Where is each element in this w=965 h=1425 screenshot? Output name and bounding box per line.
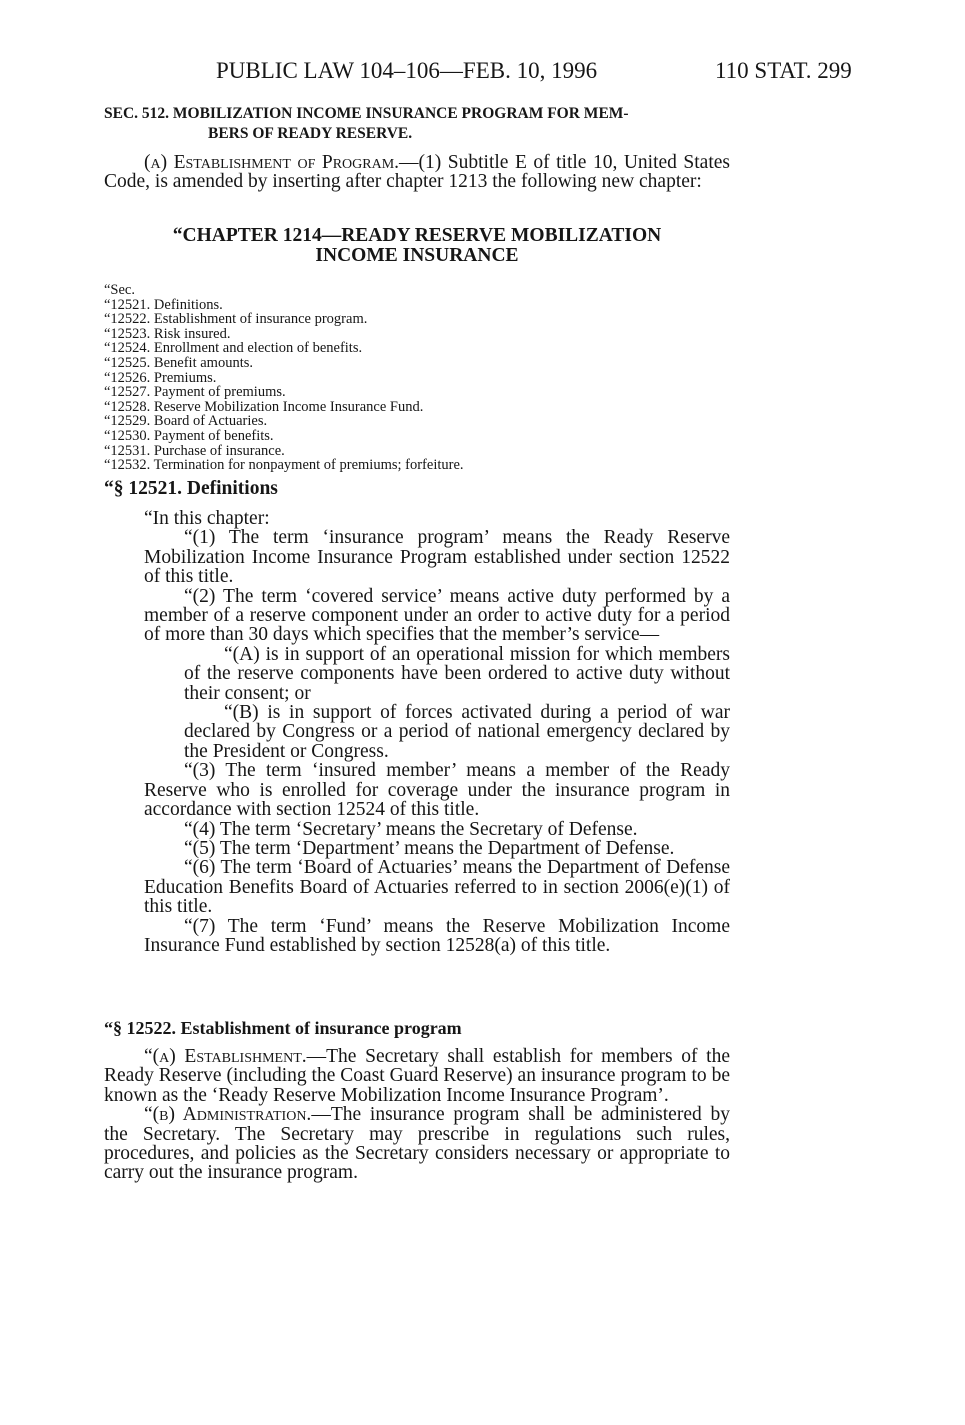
toc-item: “12528. Reserve Mobilization Income Insurance Fund. bbox=[104, 398, 424, 415]
subsection-b-label: “(b) Administration. bbox=[144, 1104, 312, 1126]
toc-item: “12529. Board of Actuaries. bbox=[104, 413, 268, 430]
intro-text: —(1) Subtitle E of title 10, United States Code, is amended by inserting after chapter 1213 the following new chapter: bbox=[104, 152, 730, 193]
toc-item: “12525. Benefit amounts. bbox=[104, 354, 254, 371]
subsection-b-text: —The insurance program shall be administered by the Secretary. The Secretary may prescribe in regulations such rules, procedures, and policies as the Secretary considers necessary or appropriate to carry out the insurance program. bbox=[104, 1104, 731, 1184]
definition-5: “(5) The term ‘Department’ means the Department of Defense. bbox=[184, 837, 675, 859]
section-12522-title: “§ 12522. Establishment of insurance program bbox=[104, 1018, 462, 1038]
definition-2b: “(B) is in support of forces activated during a period of war declared by Congress or a period of national emergency declared by the President or Congress. bbox=[184, 702, 730, 762]
definition-4: “(4) The term ‘Secretary’ means the Secretary of Defense. bbox=[184, 818, 638, 840]
definition-2: “(2) The term ‘covered service’ means active duty performed by a member of a reserve component under an order to active duty for a period of more than 30 days which specifies that the member’s service— bbox=[144, 585, 730, 646]
toc-item: “12522. Establishment of insurance program. bbox=[104, 311, 368, 328]
running-header-title: PUBLIC LAW 104–106—FEB. 10, 1996 bbox=[216, 58, 598, 83]
toc-item: “12530. Payment of benefits. bbox=[104, 427, 274, 444]
subsection-a-label: “(a) Establishment. bbox=[144, 1046, 307, 1067]
running-header-page: 110 STAT. 299 bbox=[715, 58, 852, 83]
section-heading-line1: SEC. 512. MOBILIZATION INCOME INSURANCE PROGRAM FOR MEM- bbox=[104, 105, 629, 122]
chapter-title-line1: “CHAPTER 1214—READY RESERVE MOBILIZATION bbox=[172, 225, 662, 246]
section-heading bbox=[104, 104, 734, 144]
chapter-title-line2: INCOME INSURANCE bbox=[315, 245, 519, 266]
intro-label: (a) Establishment of Program. bbox=[144, 152, 400, 173]
subsection-a bbox=[104, 1047, 730, 1105]
table-of-sections bbox=[104, 283, 744, 473]
toc-item: “12521. Definitions. bbox=[104, 296, 223, 313]
toc-item: “Sec. bbox=[104, 282, 135, 298]
intro-paragraph bbox=[104, 153, 730, 192]
definition-2a: “(A) is in support of an operational mission for which members of the reserve components have been ordered to active duty without their consent; or bbox=[184, 643, 730, 704]
subsection-b bbox=[104, 1105, 730, 1183]
section-12521-title: “§ 12521. Definitions bbox=[104, 478, 278, 499]
toc-item: “12531. Purchase of insurance. bbox=[104, 442, 285, 459]
toc-item: “12527. Payment of premiums. bbox=[104, 384, 286, 401]
section-heading-line2: BERS OF READY RESERVE. bbox=[208, 125, 413, 142]
definitions-lead: “In this chapter: bbox=[144, 508, 270, 529]
subsection-a-text: —The Secretary shall establish for members of the Ready Reserve (including the Coast Guard Reserve) an insurance program to be known as the ‘Ready Reserve Mobilization Income Insurance Program’. bbox=[104, 1046, 730, 1106]
definition-1: “(1) The term ‘insurance program’ means the Ready Reserve Mobilization Income Insurance Program established under section 12522 of this title. bbox=[144, 527, 730, 588]
toc-item: “12523. Risk insured. bbox=[104, 325, 231, 342]
definition-3: “(3) The term ‘insured member’ means a member of the Ready Reserve who is enrolled for coverage under the insurance program in accordance with section 12524 of this title. bbox=[144, 760, 730, 821]
toc-item: “12524. Enrollment and election of benefits. bbox=[104, 340, 363, 357]
section-12521-body bbox=[104, 509, 730, 955]
chapter-title bbox=[104, 226, 730, 266]
toc-item: “12526. Premiums. bbox=[104, 369, 217, 386]
section-12522-body bbox=[104, 1047, 730, 1183]
toc-item: “12532. Termination for nonpayment of premiums; forfeiture. bbox=[104, 457, 464, 474]
definition-7: “(7) The term ‘Fund’ means the Reserve Mobilization Income Insurance Fund established by section 12528(a) of this title. bbox=[144, 915, 730, 956]
definition-6: “(6) The term ‘Board of Actuaries’ means the Department of Defense Education Benefits Board of Actuaries referred to in section 2006(e)(1) of this title. bbox=[144, 857, 730, 918]
